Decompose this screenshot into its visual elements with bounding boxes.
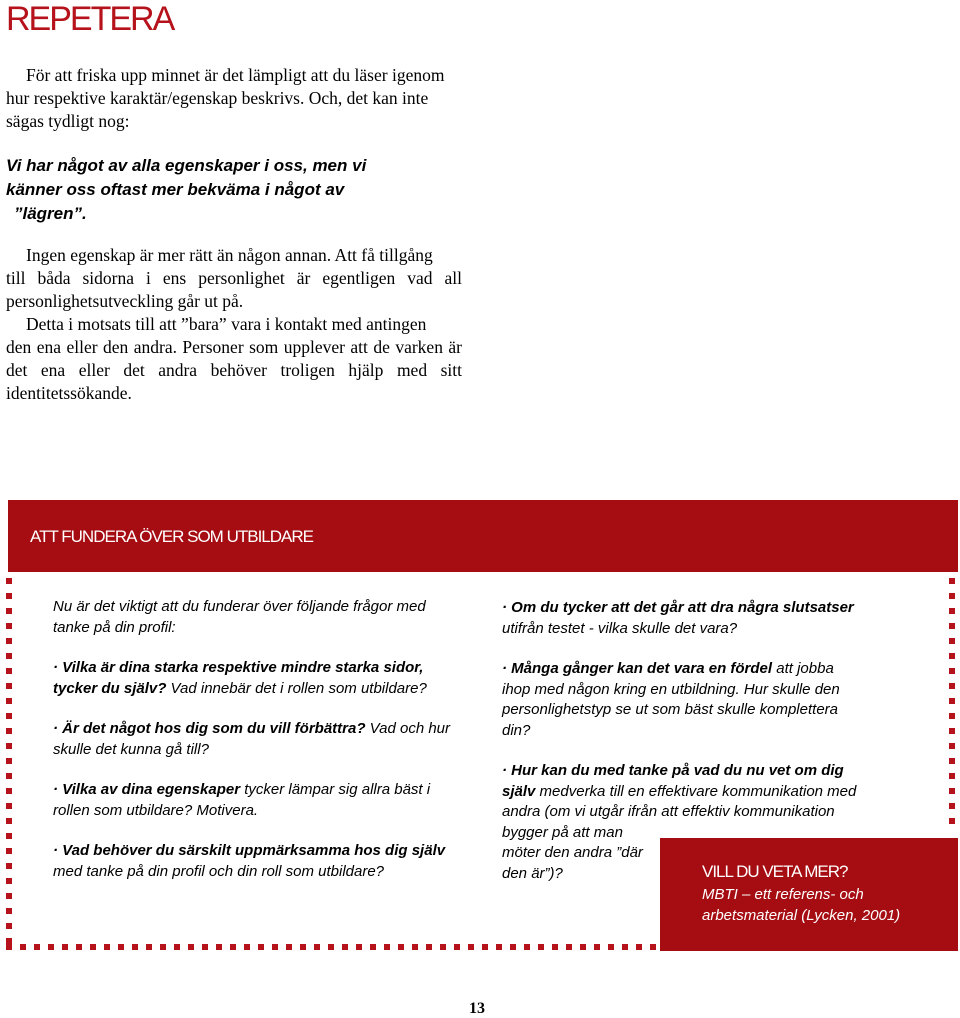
quote-line-1: Vi har något av alla egenskaper i oss, men vi bbox=[6, 156, 367, 175]
question-bold: · Många gånger kan det vara en fördel bbox=[502, 660, 773, 677]
section-banner bbox=[8, 500, 958, 572]
dotted-border-right bbox=[949, 578, 955, 828]
question-bold: · Vilka av dina egenskaper bbox=[53, 781, 241, 798]
question-rest: medverka till en effektivare kommunikation med andra (om vi utgår ifrån att effektiv kommunikation bbox=[502, 782, 857, 820]
intro-line-3: sägas tydligt nog: bbox=[6, 111, 130, 131]
body-para1-rest: till båda sidorna i ens personlighet är egentligen vad all personlighetsutveckling går ut på. bbox=[6, 268, 462, 311]
question-bold: · Är det något hos dig som du vill förbättra? bbox=[53, 720, 366, 737]
dotted-border-bottom bbox=[6, 944, 660, 950]
dotted-border-left bbox=[6, 578, 12, 950]
question-bold: · Vilka är dina starka respektive mindre starka sidor, tycker du själv? bbox=[53, 659, 424, 697]
question-item bbox=[53, 719, 453, 760]
intro-line-1: För att friska upp minnet är det lämpligt att du läser igenom bbox=[26, 65, 445, 85]
quote-line-3: ”lägren”. bbox=[14, 204, 87, 223]
left-intro: Nu är det viktigt att du funderar över följande frågor med tanke på din profil: bbox=[53, 598, 426, 636]
question-item-continued: bygger på att man möter den andra ”där den är”)? bbox=[502, 823, 643, 882]
question-item bbox=[53, 658, 453, 699]
question-bold: · Hur kan du med tanke på vad du nu vet om dig själv bbox=[502, 762, 844, 800]
left-question-column bbox=[53, 597, 453, 902]
question-bold: · Vad behöver du särskilt uppmärksamma hos dig själv bbox=[53, 842, 446, 859]
question-bold: · Om du tycker att det går att dra några slutsatser bbox=[502, 599, 854, 616]
question-item bbox=[502, 659, 862, 741]
info-box bbox=[660, 838, 958, 951]
question-rest: Vad innebär det i rollen som utbildare? bbox=[166, 679, 427, 697]
info-box-line-2: arbetsmaterial (Lycken, 2001) bbox=[702, 907, 901, 924]
question-item bbox=[502, 761, 862, 823]
body-para2-line1: Detta i motsats till att ”bara” vara i kontakt med antingen bbox=[26, 314, 427, 334]
page-title: REPETERA bbox=[6, 0, 174, 38]
question-item bbox=[502, 598, 862, 639]
question-rest: Vad och hur skulle det kunna gå till? bbox=[53, 720, 451, 758]
info-box-title: VILL DU VETA MER? bbox=[702, 862, 848, 881]
info-box-body bbox=[702, 884, 952, 926]
page-number: 13 bbox=[469, 1000, 485, 1017]
intro-line-2: hur respektive karaktär/egenskap beskrivs. Och, det kan inte bbox=[6, 88, 429, 108]
banner-title: ATT FUNDERA ÖVER SOM UTBILDARE bbox=[30, 527, 313, 546]
question-item bbox=[53, 780, 453, 821]
info-box-line-1: MBTI – ett referens- och bbox=[702, 886, 864, 903]
body-para2-rest: den ena eller den andra. Personer som upplever att de varken är det ena eller det andra behöver troligen hjälp med sitt identitetssökande. bbox=[6, 337, 462, 403]
question-rest: att jobba ihop med någon kring en utbildning. Hur skulle den personlighetstyp se ut som bäst skulle komplettera din? bbox=[502, 660, 840, 739]
quote-line-2: känner oss oftast mer bekväma i något av bbox=[6, 180, 345, 199]
body-text bbox=[6, 244, 462, 405]
quote bbox=[6, 154, 426, 226]
question-rest: utifrån testet - vilka skulle det vara? bbox=[502, 619, 738, 637]
question-rest: med tanke på din profil och din roll som utbildare? bbox=[53, 862, 385, 880]
question-item bbox=[53, 841, 453, 882]
question-rest: tycker lämpar sig allra bäst i rollen som utbildare? Motivera. bbox=[53, 781, 431, 819]
intro-paragraph bbox=[6, 64, 466, 133]
body-para1-line1: Ingen egenskap är mer rätt än någon annan. Att få tillgång bbox=[26, 245, 433, 265]
